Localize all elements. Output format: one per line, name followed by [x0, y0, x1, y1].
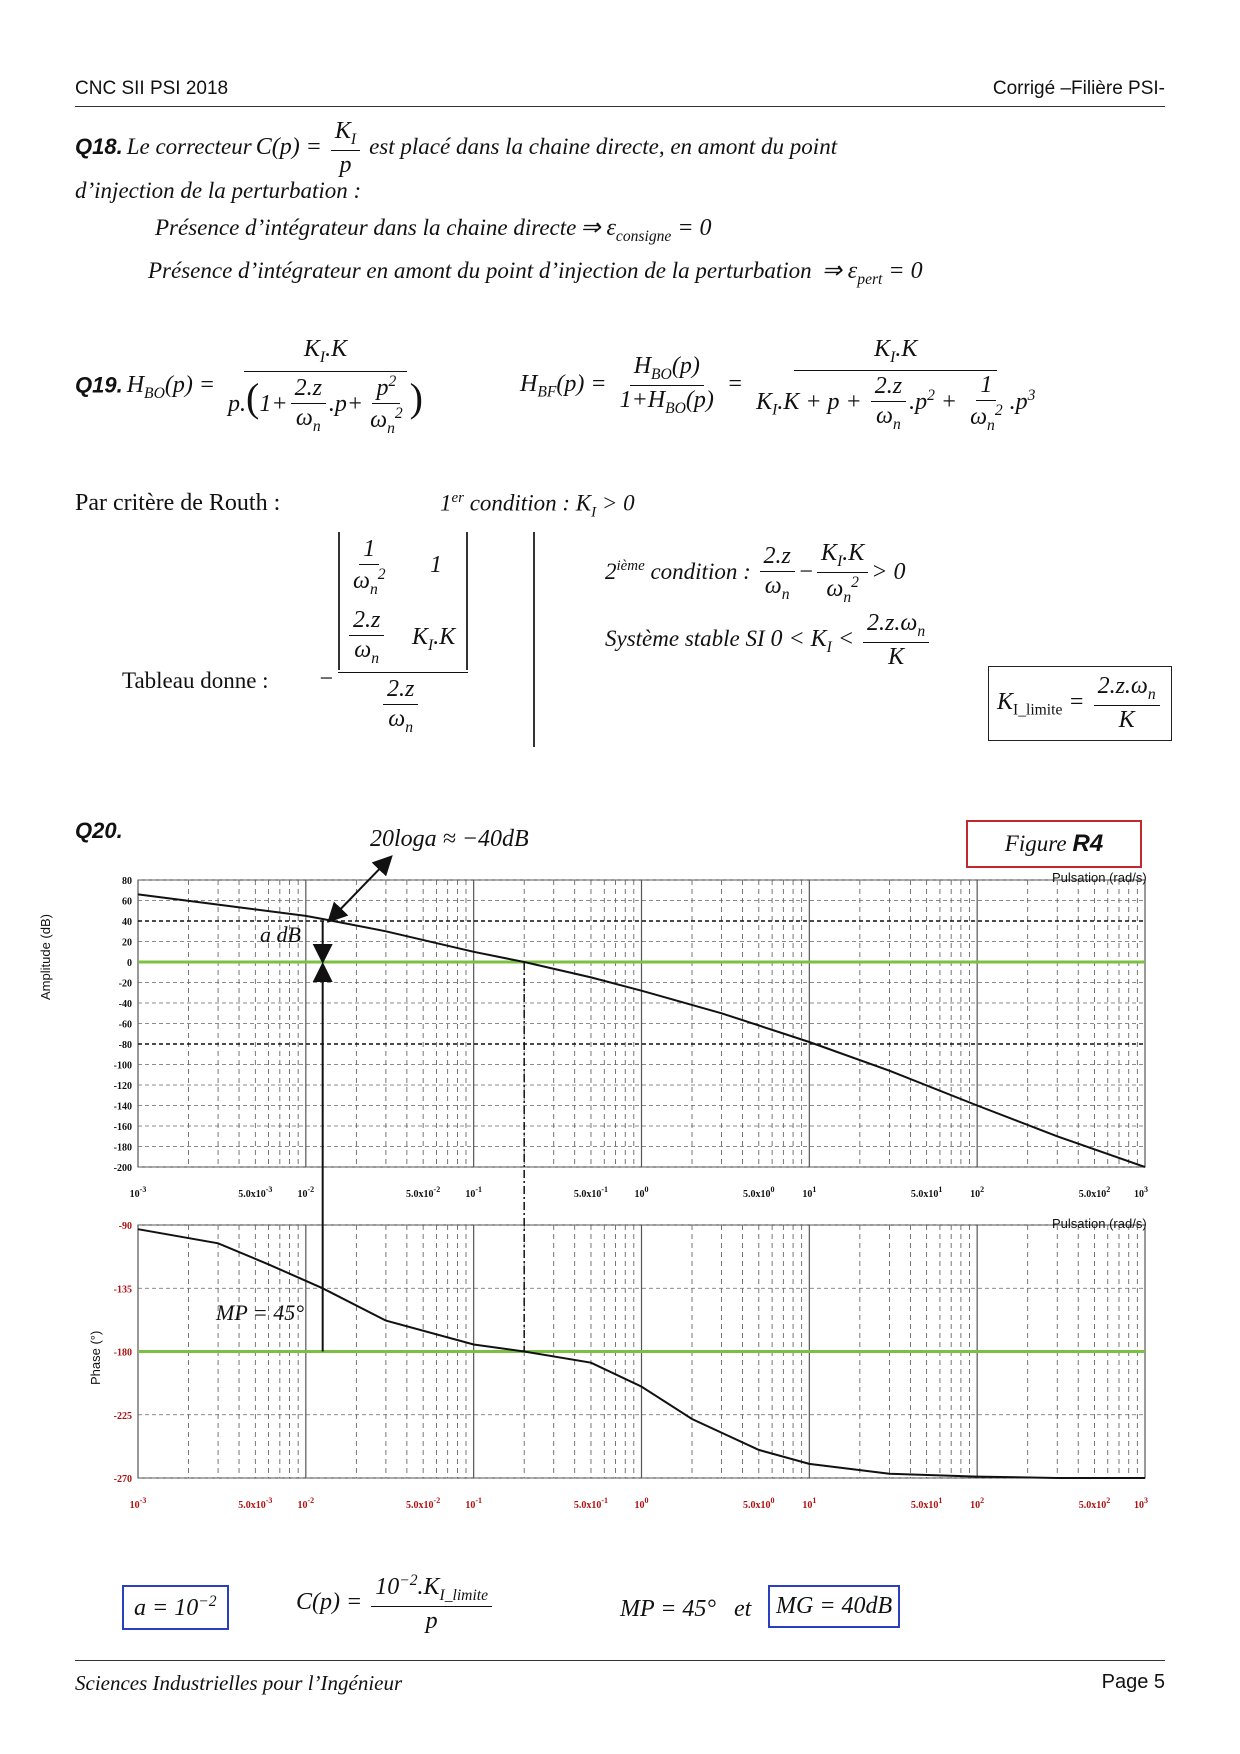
y-tick-label: -160	[113, 1122, 132, 1133]
x-tick-label: $10^2$	[970, 1496, 985, 1511]
q18-intro-a: Le correcteur	[126, 133, 252, 159]
annot-a-db: a dB	[260, 922, 301, 947]
y-tick-label: -80	[118, 1040, 132, 1051]
y-tick-label: 80	[122, 876, 132, 887]
x-tick-label: $10^3$	[1134, 1185, 1148, 1200]
q18-line2: d’injection de la perturbation :	[75, 178, 362, 203]
annot-mp: MP = 45°	[216, 1300, 305, 1325]
y-tick-label: -180	[113, 1347, 132, 1359]
q19-hbf: $H_{BF}(p)$ = $\frac{H_{BO}(p)}{1+H_{BO}(p)}$ = $K_I.K$ $K_I.K + p$ + $\frac{2.z}{\omega_n}$ $.p^2$ + $\frac{1}{\omega_n^2}$ $.p^3$	[520, 336, 1036, 434]
y-tick-label: -140	[113, 1101, 132, 1113]
x-tick-label: $10^1$	[802, 1185, 817, 1200]
x-tick-label: $5.0x10^2$	[1078, 1496, 1111, 1511]
ylabel-amplitude: Amplitude (dB)	[38, 914, 53, 1000]
x-tick-label: $10^1$	[802, 1496, 817, 1511]
y-tick-label: -120	[113, 1081, 132, 1092]
y-tick-label: -225	[113, 1410, 132, 1422]
q20-label: Q20.	[75, 818, 123, 843]
x-tick-label: $5.0x10^{-3}$	[238, 1496, 273, 1511]
y-tick-label: -135	[113, 1284, 132, 1296]
x-tick-label: $10^{-3}$	[129, 1496, 147, 1511]
pulsation-top: Pulsation (rad/s)	[1052, 870, 1147, 885]
x-tick-label: $5.0x10^{-1}$	[573, 1496, 609, 1511]
q18-p2-text: Présence d’intégrateur en amont du point d’injection de la perturbation	[148, 258, 812, 283]
pulsation-bottom: Pulsation (rad/s)	[1052, 1216, 1147, 1231]
x-tick-label: $5.0x10^2$	[1078, 1185, 1111, 1200]
x-tick-label: $10^{-3}$	[129, 1185, 147, 1200]
routh-stable: Système stable SI $0 < K_I$ < $\frac{2.z.\omega_n}{K}$	[605, 610, 932, 671]
x-tick-label: $10^3$	[1134, 1496, 1148, 1511]
x-tick-label: $10^{-2}$	[297, 1185, 315, 1200]
y-tick-label: -270	[113, 1474, 132, 1485]
page-footer	[75, 1660, 1165, 1701]
q18-p1-eq: ⇒ $\varepsilon_{consigne} = 0$	[580, 215, 712, 245]
y-tick-label: 20	[122, 937, 132, 949]
x-tick-label: $5.0x10^1$	[910, 1185, 943, 1200]
q18-intro-b: est placé dans la chaine directe, en amont du point	[369, 133, 838, 159]
x-tick-label: $5.0x10^{-2}$	[406, 1496, 441, 1511]
q18-p1-text: Présence d’intégrateur dans la chaine directe	[155, 215, 577, 240]
x-tick-label: $10^0$	[634, 1185, 649, 1200]
y-tick-label: -180	[113, 1142, 132, 1154]
y-tick-label: -60	[118, 1019, 132, 1031]
figure-label: Figure	[1004, 831, 1067, 856]
q18-formula: C(p) = $\frac{K_I}{p}$	[256, 134, 369, 160]
q18-p2-eq: ⇒ $\varepsilon_{pert} = 0$	[821, 258, 923, 288]
x-tick-label: $5.0x10^{-1}$	[573, 1185, 609, 1200]
routh-cond2: 2ième condition : $\frac{2.z}{\omega_n}$ − $\frac{K_I.K}{\omega_n^2}$ > 0	[605, 540, 906, 606]
y-tick-label: -100	[113, 1060, 132, 1072]
annot-20loga: 20loga ≈ −40dB	[370, 826, 529, 852]
header-right: Corrigé –Filière PSI-	[992, 78, 1165, 99]
header-left: CNC SII PSI 2018	[75, 78, 229, 99]
x-tick-label: $10^2$	[970, 1185, 985, 1200]
routh-title: Par critère de Routh :	[75, 490, 281, 516]
y-tick-label: -20	[118, 978, 132, 990]
y-tick-label: 0	[127, 958, 132, 969]
x-tick-label: $5.0x10^0$	[743, 1496, 775, 1511]
x-tick-label: $10^{-1}$	[465, 1185, 483, 1200]
y-tick-label: -90	[118, 1221, 132, 1232]
y-tick-label: -40	[118, 999, 132, 1010]
routh-table: $\frac{1}{\omega_n^2}$ 1 $\frac{2.z}{\omega_n}$ $K_I.K$	[338, 532, 468, 672]
routh-tableau-label: Tableau donne :	[122, 668, 269, 693]
x-tick-label: $10^{-2}$	[297, 1496, 315, 1511]
y-tick-label: -200	[113, 1163, 132, 1174]
q18-label: Q18.	[75, 133, 123, 159]
result-mp: MP = 45° et	[620, 1596, 752, 1622]
x-tick-label: $5.0x10^1$	[910, 1496, 943, 1511]
ylabel-phase: Phase (°)	[88, 1330, 103, 1385]
routh-cond1: 1er condition : $K_I > 0$	[440, 490, 635, 521]
ki-limite-box: $K_{I\_limite}$ = $\frac{2.z.\omega_n}{K}$	[988, 666, 1172, 741]
annot-20loga-arrow	[330, 858, 390, 920]
x-tick-label: $5.0x10^{-3}$	[238, 1185, 273, 1200]
q19-hbo: Q19. $H_{BO}(p)$ = $K_I.K$ p.(1+ $\frac{2.z}{\omega_n}$ .p+ $\frac{p^2}{\omega_n^2}$ )	[75, 336, 423, 437]
result-c: C(p) = $\frac{10^{-2}.K_{I\_limite}}{p}$	[296, 1572, 495, 1635]
q19-label: Q19.	[75, 372, 123, 398]
result-mg-box: MG = 40dB	[768, 1585, 900, 1628]
result-a-box: $a = 10^{-2}$	[122, 1585, 229, 1630]
footer-right: Page 5	[1101, 1671, 1165, 1693]
y-tick-label: 40	[122, 917, 132, 928]
x-tick-label: $10^{-1}$	[465, 1496, 483, 1511]
x-tick-label: $5.0x10^0$	[743, 1185, 775, 1200]
footer-left: Sciences Industrielles pour l’Ingénieur	[75, 1671, 403, 1695]
x-tick-label: $5.0x10^{-2}$	[406, 1185, 441, 1200]
figure-id: R4	[1072, 830, 1104, 857]
y-tick-label: 60	[122, 896, 132, 908]
x-tick-label: $10^0$	[634, 1496, 649, 1511]
